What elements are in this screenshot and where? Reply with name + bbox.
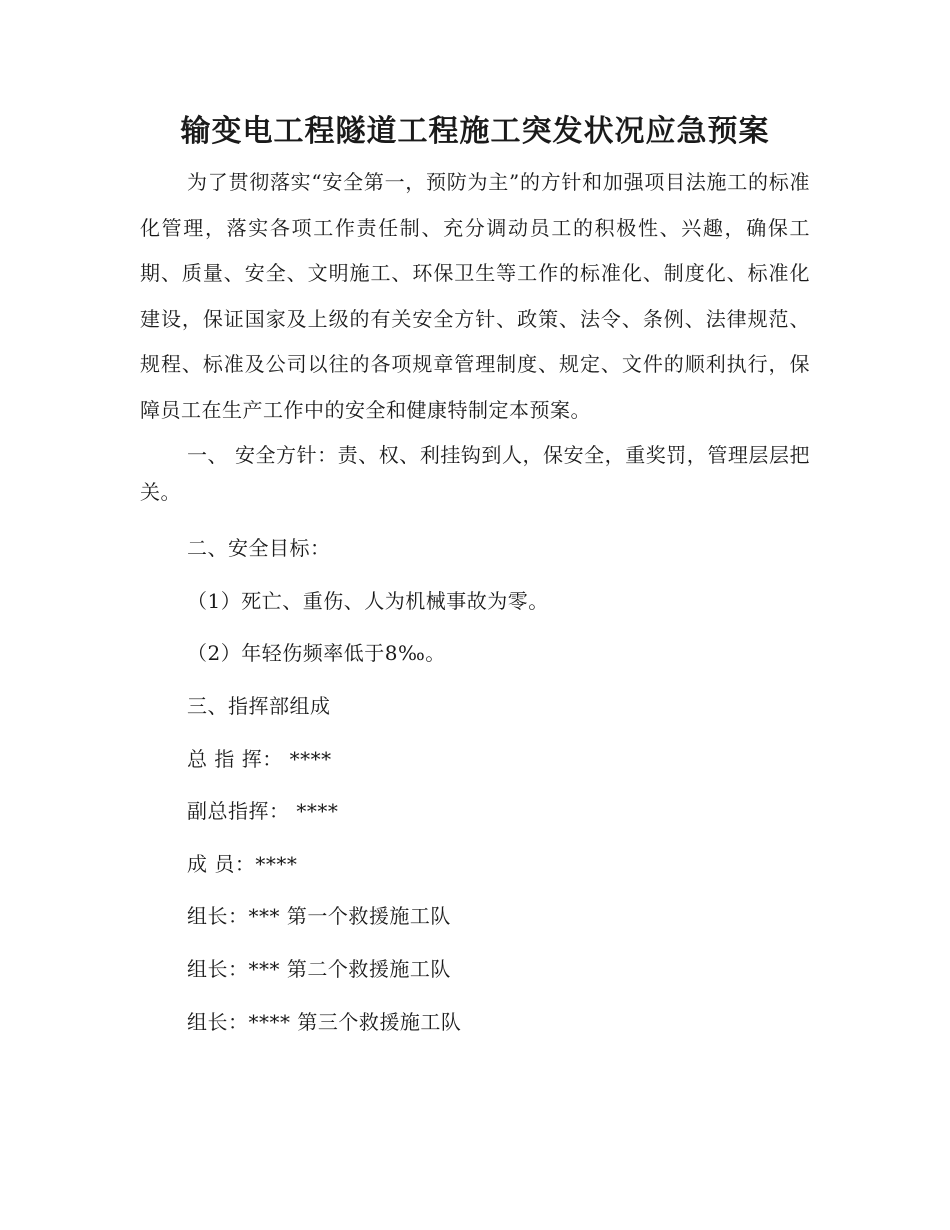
command-heading: 三、指挥部组成 <box>187 694 331 718</box>
deputy-commander-line: 副总指挥： **** <box>187 799 339 823</box>
safety-goal-item-1: （1）死亡、重伤、人为机械事故为零。 <box>187 589 549 613</box>
safety-goal-item-2: （2）年轻伤频率低于8‰。 <box>187 641 446 665</box>
team-leader-line-1: 组长：*** 第一个救援施工队 <box>187 904 451 928</box>
intro-paragraph: 为了贯彻落实“安全第一，预防为主”的方针和加强项目法施工的标准化管理，落实各项工作责任制、充分调动员工的积极性、兴趣，确保工期、质量、安全、文明施工、环保卫生等工作的标准化、制度化、标准化建设，保证国家及上级的有关安全方针、政策、法令、条例、法律规范、规程、标准及公司以往的各项规章管理制度、规定、文件的顺利执行，保障员工在生产工作中的安全和健康特制定本预案。 <box>140 170 810 422</box>
safety-policy-paragraph: 一、 安全方针：责、权、利挂钩到人，保安全，重奖罚，管理层层把关。 <box>140 443 810 504</box>
team-leader-line-3: 组长：**** 第三个救援施工队 <box>187 1010 462 1034</box>
safety-goal-heading: 二、安全目标： <box>187 536 331 560</box>
members-line: 成 员：**** <box>187 852 298 876</box>
team-leader-line-2: 组长：*** 第二个救援施工队 <box>187 957 451 981</box>
document-title: 输变电工程隧道工程施工突发状况应急预案 <box>180 114 770 149</box>
commander-line: 总 指 挥： **** <box>187 747 332 771</box>
